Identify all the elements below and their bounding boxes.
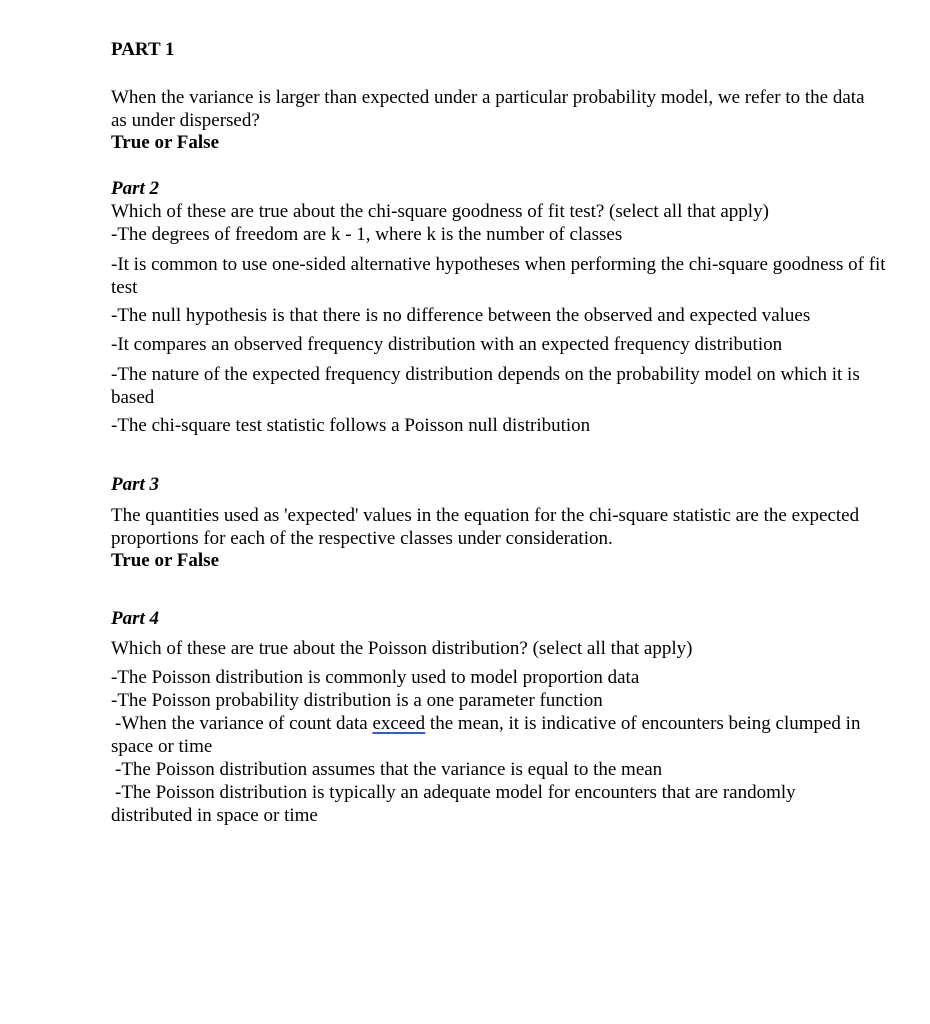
part4-option-3: [111, 712, 901, 758]
part4-title: Part 4: [111, 608, 160, 629]
part2-option-5: -The nature of the expected frequency distribution depends on the probability model on which it is based: [111, 364, 860, 408]
part4-option-5-text: -The Poisson distribution is typically an adequate model for encounters that are randomly distributed in space or time: [111, 782, 796, 826]
part4-option-2: -The Poisson probability distribution is a one parameter function: [111, 690, 603, 711]
part2-question: Which of these are true about the chi-square goodness of fit test? (select all that apply): [111, 201, 769, 222]
part4-option-1: -The Poisson distribution is commonly used to model proportion data: [111, 667, 640, 688]
part3-answer-prompt: True or False: [111, 550, 219, 571]
part2-title: Part 2: [111, 178, 160, 199]
part1-title: PART 1: [111, 39, 175, 60]
part3-question: The quantities used as 'expected' values in the equation for the chi-square statistic are the expected proportions for each of the respective classes under consideration.: [111, 505, 860, 549]
part1-answer-prompt: True or False: [111, 132, 219, 153]
part2-option-1: -The degrees of freedom are k - 1, where k is the number of classes: [111, 224, 623, 245]
part4-option-3-start: -When the variance of count data: [115, 713, 373, 734]
part4-option-4-text: -The Poisson distribution assumes that the variance is equal to the mean: [115, 759, 663, 780]
part2-option-2: -It is common to use one-sided alternative hypotheses when performing the chi-square goodness of fit test: [111, 254, 886, 298]
part1-question: When the variance is larger than expected under a particular probability model, we refer to the data as under dispersed?: [111, 87, 865, 131]
part2-option-4: -It compares an observed frequency distribution with an expected frequency distribution: [111, 334, 783, 355]
part4-option-3-end: the mean, it is indicative of encounters being clumped in space or time: [111, 713, 861, 757]
part4-option-5: [111, 781, 851, 827]
part4-option-3-underlined-word: exceed: [372, 713, 426, 734]
part2-option-3: -The null hypothesis is that there is no difference between the observed and expected values: [111, 305, 811, 326]
part3-title: Part 3: [111, 474, 160, 495]
part4-question: Which of these are true about the Poisson distribution? (select all that apply): [111, 638, 693, 659]
part2-option-6: -The chi-square test statistic follows a Poisson null distribution: [111, 415, 591, 436]
part4-option-4: [111, 758, 901, 781]
